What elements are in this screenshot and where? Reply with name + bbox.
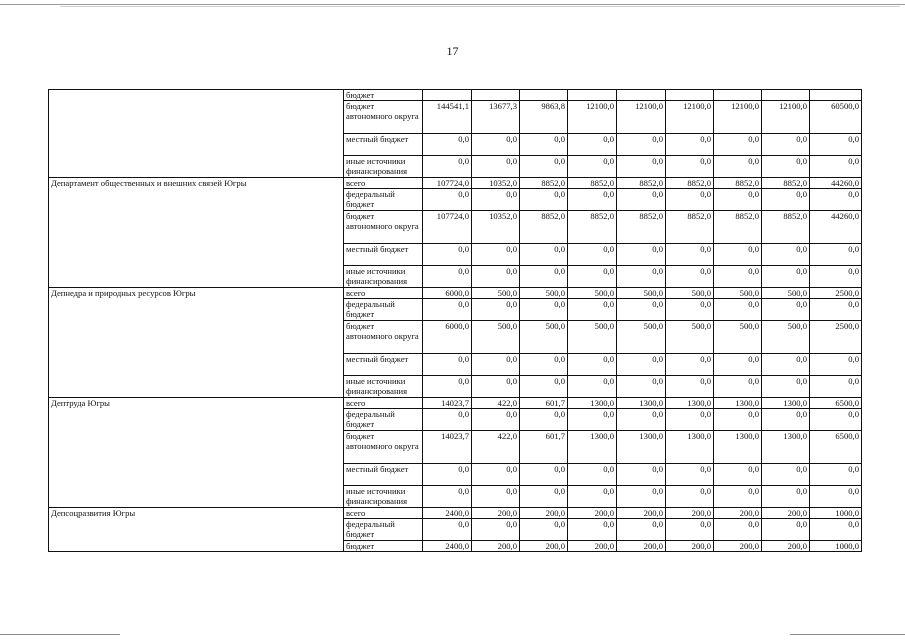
amount-cell: 0,0 [617,519,666,541]
amount-cell: 200,0 [762,541,810,552]
amount-cell: 8852,0 [666,211,714,244]
amount-cell: 0,0 [520,189,568,211]
table-row [49,90,862,101]
budget-table [48,89,862,552]
amount-cell: 0,0 [617,189,666,211]
funding-source-cell: бюджет автономного округа [344,321,423,354]
amount-cell: 44260,0 [810,211,862,244]
amount-cell: 8852,0 [568,178,617,189]
table-row [49,178,862,189]
funding-source-cell: местный бюджет [344,464,423,486]
amount-cell: 6000,0 [423,321,472,354]
amount-cell: 1300,0 [666,431,714,464]
amount-cell: 0,0 [520,464,568,486]
amount-cell: 0,0 [617,299,666,321]
amount-cell: 0,0 [568,189,617,211]
amount-cell [810,90,862,101]
amount-cell: 601,7 [520,398,568,409]
funding-source-cell: бюджет автономного округа [344,211,423,244]
amount-cell: 0,0 [568,376,617,398]
amount-cell: 422,0 [472,431,520,464]
amount-cell [617,90,666,101]
amount-cell: 0,0 [762,486,810,508]
amount-cell: 12100,0 [568,101,617,134]
amount-cell: 0,0 [472,464,520,486]
table-row [49,288,862,299]
funding-source-cell: местный бюджет [344,134,423,156]
amount-cell: 0,0 [472,354,520,376]
amount-cell: 8852,0 [666,178,714,189]
amount-cell: 0,0 [810,299,862,321]
amount-cell: 500,0 [762,321,810,354]
amount-cell: 0,0 [810,409,862,431]
amount-cell: 0,0 [423,376,472,398]
amount-cell: 6000,0 [423,288,472,299]
amount-cell: 8852,0 [617,178,666,189]
amount-cell: 0,0 [666,244,714,266]
amount-cell: 422,0 [472,398,520,409]
amount-cell: 0,0 [520,134,568,156]
amount-cell: 0,0 [810,376,862,398]
amount-cell: 0,0 [762,156,810,178]
table-row [49,398,862,409]
amount-cell: 1300,0 [666,398,714,409]
amount-cell: 0,0 [762,519,810,541]
amount-cell: 0,0 [762,299,810,321]
amount-cell: 0,0 [520,156,568,178]
amount-cell: 0,0 [617,464,666,486]
amount-cell: 107724,0 [423,178,472,189]
amount-cell: 0,0 [810,134,862,156]
amount-cell: 0,0 [810,519,862,541]
page-number: 17 [446,44,459,58]
amount-cell: 0,0 [714,409,762,431]
amount-cell: 0,0 [423,244,472,266]
amount-cell: 0,0 [617,244,666,266]
amount-cell: 9863,8 [520,101,568,134]
amount-cell: 500,0 [472,288,520,299]
amount-cell: 0,0 [714,519,762,541]
amount-cell: 60500,0 [810,101,862,134]
amount-cell: 0,0 [810,156,862,178]
amount-cell: 0,0 [520,266,568,288]
amount-cell: 500,0 [472,321,520,354]
amount-cell: 8852,0 [714,178,762,189]
amount-cell: 0,0 [423,299,472,321]
organization-cell: Дептруда Югры [49,398,344,508]
funding-source-cell: федеральный бюджет [344,189,423,211]
amount-cell: 0,0 [714,134,762,156]
amount-cell: 0,0 [810,266,862,288]
amount-cell: 8852,0 [520,211,568,244]
amount-cell: 10352,0 [472,178,520,189]
amount-cell: 0,0 [714,266,762,288]
amount-cell: 0,0 [666,409,714,431]
amount-cell: 12100,0 [666,101,714,134]
amount-cell: 8852,0 [762,178,810,189]
amount-cell: 8852,0 [617,211,666,244]
funding-source-cell: федеральный бюджет [344,519,423,541]
amount-cell: 500,0 [762,288,810,299]
scan-top-edge-faint [60,6,900,7]
funding-source-cell: иные источники финансирования [344,376,423,398]
amount-cell: 8852,0 [520,178,568,189]
amount-cell: 6500,0 [810,398,862,409]
amount-cell: 0,0 [810,486,862,508]
amount-cell: 107724,0 [423,211,472,244]
amount-cell: 0,0 [810,464,862,486]
amount-cell: 12100,0 [617,101,666,134]
scan-bottom-edge-right [790,634,905,635]
amount-cell: 0,0 [472,376,520,398]
amount-cell: 0,0 [666,266,714,288]
table-row [49,508,862,519]
amount-cell: 0,0 [666,486,714,508]
amount-cell: 0,0 [617,354,666,376]
amount-cell: 200,0 [666,541,714,552]
amount-cell: 0,0 [762,464,810,486]
organization-cell [49,90,344,178]
amount-cell: 0,0 [568,156,617,178]
amount-cell: 0,0 [666,519,714,541]
amount-cell: 8852,0 [568,211,617,244]
funding-source-cell: бюджет [344,541,423,552]
amount-cell: 0,0 [520,409,568,431]
amount-cell: 0,0 [472,519,520,541]
amount-cell: 13677,3 [472,101,520,134]
amount-cell: 0,0 [617,409,666,431]
amount-cell: 0,0 [762,266,810,288]
amount-cell: 0,0 [762,244,810,266]
funding-source-cell: местный бюджет [344,354,423,376]
amount-cell: 2400,0 [423,541,472,552]
amount-cell: 10352,0 [472,211,520,244]
amount-cell: 12100,0 [714,101,762,134]
amount-cell: 200,0 [568,541,617,552]
amount-cell: 0,0 [520,354,568,376]
amount-cell: 0,0 [617,156,666,178]
amount-cell: 0,0 [810,354,862,376]
funding-source-cell: федеральный бюджет [344,299,423,321]
amount-cell: 0,0 [423,354,472,376]
amount-cell: 500,0 [714,288,762,299]
amount-cell: 1300,0 [714,398,762,409]
amount-cell: 0,0 [762,354,810,376]
amount-cell: 200,0 [666,508,714,519]
amount-cell: 0,0 [617,266,666,288]
amount-cell: 0,0 [714,486,762,508]
organization-cell: Депнедра и природных ресурсов Югры [49,288,344,398]
amount-cell [714,90,762,101]
amount-cell: 500,0 [520,288,568,299]
amount-cell: 0,0 [617,486,666,508]
amount-cell: 0,0 [714,376,762,398]
amount-cell: 0,0 [520,376,568,398]
amount-cell: 0,0 [762,134,810,156]
amount-cell: 0,0 [568,519,617,541]
amount-cell: 0,0 [568,244,617,266]
funding-source-cell: всего [344,178,423,189]
amount-cell: 1300,0 [568,431,617,464]
amount-cell: 500,0 [666,321,714,354]
amount-cell: 0,0 [568,464,617,486]
amount-cell: 0,0 [423,464,472,486]
amount-cell: 0,0 [520,486,568,508]
funding-source-cell: всего [344,288,423,299]
organization-cell: Департамент общественных и внешних связей Югры [49,178,344,288]
amount-cell: 0,0 [568,266,617,288]
amount-cell: 500,0 [568,321,617,354]
amount-cell: 0,0 [714,156,762,178]
amount-cell: 0,0 [423,189,472,211]
amount-cell: 0,0 [423,156,472,178]
amount-cell: 0,0 [666,189,714,211]
amount-cell [423,90,472,101]
amount-cell: 0,0 [568,409,617,431]
funding-source-cell: иные источники финансирования [344,486,423,508]
amount-cell: 0,0 [666,156,714,178]
amount-cell: 0,0 [714,354,762,376]
amount-cell: 0,0 [714,244,762,266]
amount-cell: 12100,0 [762,101,810,134]
amount-cell [472,90,520,101]
amount-cell: 8852,0 [762,211,810,244]
amount-cell: 500,0 [617,321,666,354]
amount-cell: 0,0 [666,464,714,486]
amount-cell: 200,0 [714,508,762,519]
amount-cell: 1300,0 [568,398,617,409]
amount-cell: 0,0 [423,409,472,431]
amount-cell: 200,0 [762,508,810,519]
amount-cell: 0,0 [666,134,714,156]
amount-cell: 0,0 [617,134,666,156]
amount-cell: 1300,0 [762,431,810,464]
amount-cell: 0,0 [714,299,762,321]
amount-cell: 0,0 [472,189,520,211]
organization-cell: Депсоцразвития Югры [49,508,344,552]
amount-cell: 14023,7 [423,398,472,409]
amount-cell: 200,0 [520,508,568,519]
amount-cell: 200,0 [472,541,520,552]
amount-cell: 1300,0 [617,431,666,464]
amount-cell [666,90,714,101]
amount-cell: 0,0 [423,486,472,508]
amount-cell: 1300,0 [762,398,810,409]
amount-cell: 500,0 [666,288,714,299]
amount-cell: 0,0 [714,464,762,486]
amount-cell: 2400,0 [423,508,472,519]
amount-cell: 200,0 [617,508,666,519]
amount-cell: 0,0 [423,134,472,156]
scan-bottom-edge-left [0,634,120,635]
funding-source-cell: бюджет автономного округа [344,431,423,464]
funding-source-cell: всего [344,398,423,409]
amount-cell: 0,0 [810,244,862,266]
funding-source-cell: иные источники финансирования [344,156,423,178]
amount-cell: 0,0 [423,266,472,288]
amount-cell: 0,0 [762,376,810,398]
amount-cell: 500,0 [568,288,617,299]
amount-cell: 1000,0 [810,508,862,519]
amount-cell: 0,0 [568,354,617,376]
amount-cell: 0,0 [666,376,714,398]
amount-cell: 6500,0 [810,431,862,464]
amount-cell: 500,0 [520,321,568,354]
amount-cell: 200,0 [568,508,617,519]
funding-source-cell: федеральный бюджет [344,409,423,431]
amount-cell: 0,0 [617,376,666,398]
amount-cell: 0,0 [472,299,520,321]
amount-cell: 0,0 [520,299,568,321]
amount-cell: 0,0 [472,244,520,266]
amount-cell: 0,0 [762,409,810,431]
amount-cell: 0,0 [520,244,568,266]
amount-cell: 1300,0 [714,431,762,464]
amount-cell: 601,7 [520,431,568,464]
amount-cell: 500,0 [617,288,666,299]
amount-cell [520,90,568,101]
amount-cell: 144541,1 [423,101,472,134]
amount-cell: 0,0 [472,266,520,288]
amount-cell: 0,0 [568,299,617,321]
amount-cell: 0,0 [714,189,762,211]
funding-source-cell: бюджет [344,90,423,101]
amount-cell: 1000,0 [810,541,862,552]
amount-cell: 0,0 [472,486,520,508]
amount-cell: 44260,0 [810,178,862,189]
amount-cell: 0,0 [520,519,568,541]
amount-cell: 0,0 [472,134,520,156]
funding-source-cell: иные источники финансирования [344,266,423,288]
amount-cell: 1300,0 [617,398,666,409]
amount-cell: 0,0 [568,134,617,156]
amount-cell: 0,0 [762,189,810,211]
funding-source-cell: местный бюджет [344,244,423,266]
budget-table-body [49,90,862,552]
amount-cell: 0,0 [472,156,520,178]
amount-cell: 8852,0 [714,211,762,244]
amount-cell: 0,0 [666,299,714,321]
scan-top-edge [0,4,905,5]
amount-cell: 200,0 [617,541,666,552]
amount-cell: 2500,0 [810,321,862,354]
amount-cell: 0,0 [568,486,617,508]
funding-source-cell: всего [344,508,423,519]
funding-source-cell: бюджет автономного округа [344,101,423,134]
amount-cell: 14023,7 [423,431,472,464]
amount-cell: 0,0 [472,409,520,431]
amount-cell: 200,0 [472,508,520,519]
amount-cell: 200,0 [714,541,762,552]
amount-cell: 500,0 [714,321,762,354]
amount-cell: 2500,0 [810,288,862,299]
amount-cell [762,90,810,101]
amount-cell [568,90,617,101]
amount-cell: 0,0 [423,519,472,541]
amount-cell: 0,0 [666,354,714,376]
amount-cell: 200,0 [520,541,568,552]
amount-cell: 0,0 [810,189,862,211]
